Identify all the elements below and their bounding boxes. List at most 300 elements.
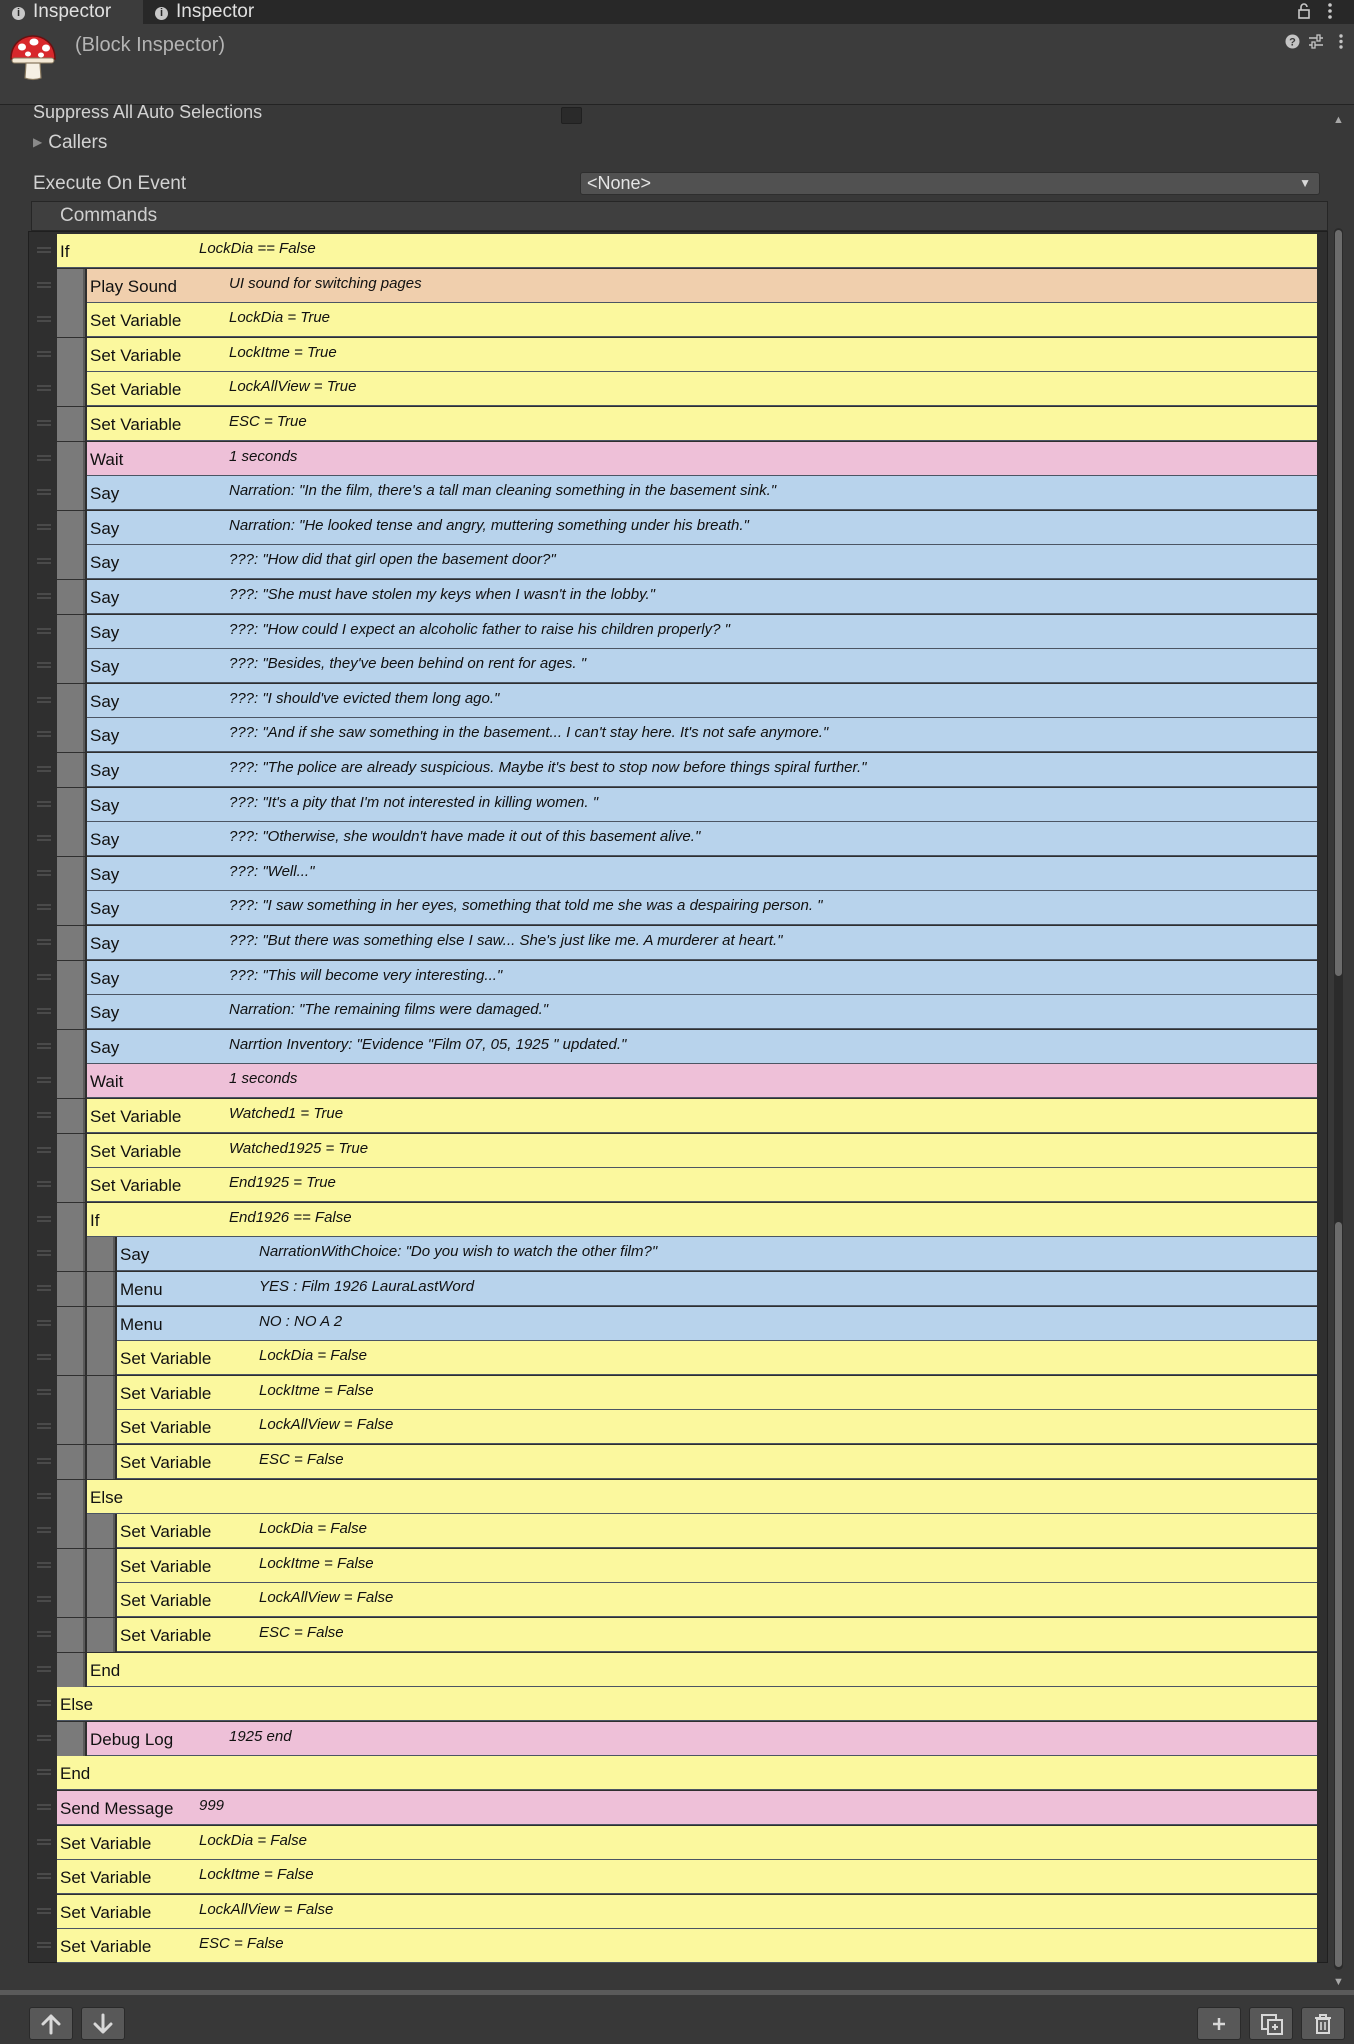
command-summary: Watched1925 = True	[229, 1139, 369, 1157]
command-block[interactable]	[117, 1307, 1317, 1341]
command-row[interactable]	[29, 1237, 1329, 1271]
command-row[interactable]	[29, 1791, 1329, 1825]
indent-bar	[87, 1549, 115, 1583]
command-row[interactable]	[29, 788, 1329, 822]
drag-handle-icon[interactable]	[37, 870, 51, 876]
command-name: Say	[90, 761, 120, 780]
command-block[interactable]	[117, 1618, 1317, 1652]
drag-handle-icon[interactable]	[37, 1769, 51, 1775]
execute-on-event-label: Execute On Event	[33, 173, 187, 194]
command-name: Menu	[120, 1280, 163, 1299]
drag-handle-icon[interactable]	[37, 731, 51, 737]
command-block[interactable]	[57, 1895, 1317, 1929]
command-row[interactable]	[29, 1307, 1329, 1341]
command-block[interactable]	[87, 1480, 1317, 1514]
info-icon: i	[12, 7, 25, 20]
command-summary: Narration: "In the film, there's a tall man cleaning something in the basement sink."	[229, 482, 777, 500]
scroll-down-arrow-icon[interactable]: ▼	[1333, 1976, 1344, 1988]
command-block[interactable]	[87, 788, 1317, 822]
callers-foldout[interactable]	[33, 132, 107, 154]
indent-bar	[57, 684, 85, 718]
command-row[interactable]	[29, 269, 1329, 303]
command-row[interactable]	[29, 1583, 1329, 1617]
command-summary: LockAllView = False	[259, 1589, 394, 1607]
drag-handle-icon[interactable]	[37, 1216, 51, 1222]
drag-handle-icon[interactable]	[37, 766, 51, 772]
indent-bar	[57, 718, 85, 752]
indent-bar	[57, 1237, 85, 1271]
drag-handle-icon[interactable]	[37, 1527, 51, 1533]
drag-handle-icon[interactable]	[37, 420, 51, 426]
command-summary: 999	[199, 1797, 225, 1814]
indent-bar	[57, 269, 85, 303]
indent-bar	[57, 1583, 85, 1617]
command-block[interactable]	[87, 891, 1317, 925]
command-row[interactable]	[29, 857, 1329, 891]
command-block[interactable]	[87, 1134, 1317, 1168]
callers-label: Callers	[48, 132, 108, 153]
command-row[interactable]	[29, 718, 1329, 752]
drag-handle-icon[interactable]	[37, 385, 51, 391]
command-row[interactable]	[29, 511, 1329, 545]
command-block[interactable]	[87, 269, 1317, 303]
command-block[interactable]	[57, 234, 1317, 268]
command-block[interactable]	[87, 407, 1317, 441]
tab-label: Inspector	[176, 1, 255, 22]
indent-bar	[57, 407, 85, 441]
drag-handle-icon[interactable]	[37, 1735, 51, 1741]
command-row[interactable]	[29, 234, 1329, 268]
tab-inspector-1[interactable]	[0, 0, 143, 24]
command-row[interactable]	[29, 1895, 1329, 1929]
indent-bar	[57, 753, 85, 787]
execute-on-event-value: <None>	[587, 173, 652, 193]
drag-handle-icon[interactable]	[37, 662, 51, 668]
command-summary: ???: "Otherwise, she wouldn't have made it out of this basement alive."	[229, 828, 701, 846]
trash-icon	[1312, 2013, 1334, 2035]
command-summary: ???: "How could I expect an alcoholic father to raise his children properly? "	[229, 620, 730, 638]
drag-handle-icon[interactable]	[37, 1839, 51, 1845]
command-block[interactable]	[87, 511, 1317, 545]
drag-handle-icon[interactable]	[37, 1354, 51, 1360]
presets-icon[interactable]	[1308, 34, 1324, 54]
command-name: Set Variable	[120, 1418, 212, 1438]
command-name: Say	[90, 1003, 120, 1023]
drag-handle-icon[interactable]	[37, 1942, 51, 1948]
indent-bar	[57, 303, 85, 337]
command-row[interactable]	[29, 1064, 1329, 1098]
command-row[interactable]	[29, 1134, 1329, 1168]
command-name: Say	[90, 795, 120, 815]
indent-bar	[57, 580, 85, 614]
command-row[interactable]	[29, 822, 1329, 856]
drag-handle-icon[interactable]	[37, 1423, 51, 1429]
command-row[interactable]	[29, 1860, 1329, 1894]
drag-handle-icon[interactable]	[37, 1285, 51, 1291]
delete-command-button[interactable]	[1301, 2007, 1345, 2040]
command-name: Set Variable	[90, 345, 182, 365]
command-block[interactable]	[87, 822, 1317, 856]
drag-handle-icon[interactable]	[37, 1147, 51, 1153]
indent-bar	[57, 1307, 85, 1341]
drag-handle-icon[interactable]	[37, 1250, 51, 1256]
command-block[interactable]	[87, 1030, 1317, 1064]
command-row[interactable]	[29, 1376, 1329, 1410]
indent-bar	[87, 1445, 115, 1479]
command-block[interactable]	[87, 580, 1317, 614]
command-block[interactable]	[87, 718, 1317, 752]
command-row[interactable]	[29, 1514, 1329, 1548]
command-row[interactable]	[29, 1826, 1329, 1860]
command-row[interactable]	[29, 615, 1329, 649]
command-name: Say	[120, 1245, 150, 1265]
indent-bar	[57, 822, 85, 856]
command-block[interactable]	[87, 442, 1317, 476]
command-name: Wait	[90, 449, 124, 469]
command-block[interactable]	[57, 1791, 1317, 1825]
mushroom-logo-icon	[8, 32, 58, 82]
indent-bar	[87, 1376, 115, 1410]
drag-handle-icon[interactable]	[37, 939, 51, 945]
arrow-up-icon	[40, 2013, 62, 2035]
command-summary: 1925 end	[229, 1727, 292, 1745]
duplicate-command-button[interactable]	[1249, 2007, 1293, 2040]
command-name: Set Variable	[60, 1937, 152, 1957]
command-name: Set Variable	[60, 1868, 152, 1888]
command-summary: ???: "Besides, they've been behind on rent for ages. "	[229, 655, 587, 673]
command-block[interactable]	[87, 1064, 1317, 1098]
indent-bar	[57, 961, 85, 995]
drag-handle-icon[interactable]	[37, 1181, 51, 1187]
command-block[interactable]	[117, 1410, 1317, 1444]
suppress-auto-selections-checkbox[interactable]	[561, 107, 582, 124]
command-block[interactable]	[87, 545, 1317, 579]
indent-bar	[87, 1514, 115, 1548]
command-summary: ???: "This will become very interesting..."	[229, 966, 503, 984]
command-row[interactable]	[29, 753, 1329, 787]
duplicate-icon	[1260, 2013, 1284, 2035]
command-row[interactable]	[29, 1341, 1329, 1375]
command-row[interactable]	[29, 995, 1329, 1029]
drag-handle-icon[interactable]	[37, 904, 51, 910]
command-name: Say	[90, 864, 120, 884]
command-summary: LockDia = False	[199, 1831, 307, 1849]
lock-icon[interactable]	[1297, 0, 1311, 24]
command-row[interactable]	[29, 1480, 1329, 1514]
command-block[interactable]	[57, 1860, 1317, 1894]
command-block[interactable]	[87, 684, 1317, 718]
drag-handle-icon[interactable]	[37, 316, 51, 322]
command-row[interactable]	[29, 1687, 1329, 1721]
drag-handle-icon[interactable]	[37, 558, 51, 564]
indent-bar	[57, 857, 85, 891]
command-summary: LockDia = False	[259, 1520, 367, 1538]
drag-handle-icon[interactable]	[37, 1008, 51, 1014]
command-name: Wait	[90, 1072, 124, 1092]
drag-handle-icon[interactable]	[37, 1631, 51, 1637]
command-summary: End1926 == False	[229, 1208, 352, 1226]
command-block[interactable]	[87, 338, 1317, 372]
indent-bar	[87, 1583, 115, 1617]
command-list	[28, 231, 1328, 1963]
command-summary: LockDia = False	[259, 1347, 367, 1365]
suppress-auto-selections-label: Suppress All Auto Selections	[33, 102, 263, 122]
drag-handle-icon[interactable]	[37, 835, 51, 841]
execute-on-event-dropdown[interactable]	[580, 172, 1320, 195]
command-summary: 1 seconds	[229, 1070, 298, 1088]
command-name: Say	[90, 484, 120, 504]
command-block[interactable]	[57, 1826, 1317, 1860]
indent-bar	[57, 1064, 85, 1098]
scroll-up-arrow-icon[interactable]: ▲	[1333, 114, 1344, 126]
command-row[interactable]	[29, 476, 1329, 510]
command-block[interactable]	[117, 1445, 1317, 1479]
command-name: Set Variable	[90, 1107, 182, 1126]
command-row[interactable]	[29, 1168, 1329, 1202]
command-block[interactable]	[117, 1376, 1317, 1410]
drag-handle-icon[interactable]	[37, 455, 51, 461]
command-row[interactable]	[29, 891, 1329, 925]
more-menu-icon[interactable]	[1338, 34, 1344, 54]
command-row[interactable]	[29, 1929, 1329, 1963]
inner-scrollbar-thumb[interactable]	[1335, 1222, 1342, 1967]
command-row[interactable]	[29, 1272, 1329, 1306]
command-row[interactable]	[29, 1030, 1329, 1064]
command-summary: ???: "How did that girl open the basement door?"	[229, 551, 556, 569]
command-summary: 1 seconds	[229, 447, 298, 465]
add-command-button[interactable]	[1197, 2007, 1241, 2040]
drag-handle-icon[interactable]	[37, 1596, 51, 1602]
command-row[interactable]	[29, 649, 1329, 683]
command-block[interactable]	[117, 1237, 1317, 1271]
command-row[interactable]	[29, 1618, 1329, 1652]
command-row[interactable]	[29, 303, 1329, 337]
indent-bar	[87, 1410, 115, 1444]
move-up-button[interactable]	[29, 2007, 73, 2040]
command-name: Set Variable	[90, 415, 182, 434]
command-block[interactable]	[87, 1653, 1317, 1687]
drag-handle-icon[interactable]	[37, 1700, 51, 1706]
indent-bar	[57, 1203, 85, 1237]
drag-handle-icon[interactable]	[37, 1666, 51, 1672]
command-block[interactable]	[117, 1514, 1317, 1548]
command-row[interactable]	[29, 1445, 1329, 1479]
command-summary: ???: "She must have stolen my keys when I wasn't in the lobby."	[229, 586, 655, 603]
command-block[interactable]	[57, 1756, 1317, 1790]
command-block[interactable]	[87, 995, 1317, 1029]
tab-bar	[0, 0, 1354, 24]
command-name: Play Sound	[90, 276, 177, 296]
indent-bar	[57, 1480, 85, 1514]
command-name: Set Variable	[90, 311, 182, 331]
command-block[interactable]	[87, 303, 1317, 337]
command-block[interactable]	[87, 1722, 1317, 1756]
command-name: Say	[90, 968, 120, 988]
info-icon: i	[155, 7, 168, 20]
drag-handle-icon[interactable]	[37, 1043, 51, 1049]
drag-handle-icon[interactable]	[37, 247, 51, 253]
drag-handle-icon[interactable]	[37, 351, 51, 357]
command-name: Set Variable	[120, 1591, 212, 1611]
command-row[interactable]	[29, 1410, 1329, 1444]
command-name: Set Variable	[90, 380, 182, 400]
command-summary: Narration: "The remaining films were damaged."	[229, 1001, 549, 1019]
help-icon[interactable]	[1285, 34, 1300, 54]
command-block[interactable]	[117, 1272, 1317, 1306]
command-row[interactable]	[29, 961, 1329, 995]
indent-bar	[57, 1410, 85, 1444]
command-summary: YES : Film 1926 LauraLastWord	[259, 1278, 475, 1295]
drag-handle-icon[interactable]	[37, 593, 51, 599]
command-name: Else	[60, 1695, 94, 1715]
indent-bar	[57, 1653, 85, 1687]
command-block[interactable]	[87, 857, 1317, 891]
command-block[interactable]	[87, 961, 1317, 995]
command-name: If	[60, 242, 70, 261]
indent-bar	[87, 1618, 115, 1652]
command-name: Set Variable	[120, 1522, 212, 1542]
command-name: Set Variable	[120, 1383, 212, 1403]
command-block[interactable]	[57, 1929, 1317, 1963]
drag-handle-icon[interactable]	[37, 1562, 51, 1568]
command-name: End	[60, 1764, 91, 1784]
tab-label: Inspector	[33, 1, 112, 22]
command-row[interactable]	[29, 372, 1329, 406]
drag-handle-icon[interactable]	[37, 1077, 51, 1083]
command-summary: LockItme = True	[229, 343, 337, 361]
command-summary: ???: "The police are already suspicious. Maybe it's best to stop now before things spiral further."	[229, 759, 867, 776]
command-name: Say	[90, 553, 120, 573]
command-row[interactable]	[29, 545, 1329, 579]
command-block[interactable]	[57, 1687, 1317, 1721]
command-name: Say	[90, 899, 120, 919]
command-block[interactable]	[87, 926, 1317, 960]
drag-handle-icon[interactable]	[37, 1112, 51, 1118]
drag-handle-icon[interactable]	[37, 524, 51, 530]
commands-header	[31, 201, 1328, 231]
block-inspector-title: (Block Inspector)	[75, 34, 226, 56]
drag-handle-icon[interactable]	[37, 1873, 51, 1879]
command-row[interactable]	[29, 1549, 1329, 1583]
svg-text:?: ?	[1289, 36, 1296, 49]
command-row[interactable]	[29, 338, 1329, 372]
command-row[interactable]	[29, 1203, 1329, 1237]
command-row[interactable]	[29, 926, 1329, 960]
command-name: Say	[90, 588, 120, 607]
command-row[interactable]	[29, 407, 1329, 441]
drag-handle-icon[interactable]	[37, 1389, 51, 1395]
command-summary: LockItme = False	[259, 1554, 374, 1572]
drag-handle-icon[interactable]	[37, 1458, 51, 1464]
command-toolbar	[0, 1995, 1354, 2044]
command-summary: ???: "I should've evicted them long ago."	[229, 689, 500, 707]
drag-handle-icon[interactable]	[37, 1908, 51, 1914]
command-block[interactable]	[87, 1168, 1317, 1202]
drag-handle-icon[interactable]	[37, 974, 51, 980]
command-row[interactable]	[29, 442, 1329, 476]
command-block[interactable]	[87, 649, 1317, 683]
indent-bar	[57, 545, 85, 579]
foldout-arrow-icon: ▶	[33, 135, 43, 149]
kebab-menu-icon[interactable]	[1327, 0, 1333, 24]
indent-bar	[57, 1445, 85, 1479]
indent-bar	[57, 1514, 85, 1548]
command-name: Say	[90, 934, 120, 953]
command-name: Set Variable	[120, 1626, 212, 1645]
command-block[interactable]	[117, 1549, 1317, 1583]
indent-bar	[57, 1099, 85, 1133]
command-summary: LockAllView = False	[259, 1416, 394, 1434]
command-name: Send Message	[60, 1799, 174, 1818]
command-row[interactable]	[29, 1653, 1329, 1687]
command-name: Say	[90, 691, 120, 711]
command-row[interactable]	[29, 580, 1329, 614]
indent-bar	[87, 1272, 115, 1306]
drag-handle-icon[interactable]	[37, 489, 51, 495]
command-row[interactable]	[29, 684, 1329, 718]
command-name: Debug Log	[90, 1729, 174, 1749]
dropdown-arrow-icon: ▼	[1299, 176, 1311, 190]
indent-bar	[57, 442, 85, 476]
command-name: Say	[90, 622, 120, 642]
command-block[interactable]	[87, 476, 1317, 510]
command-block[interactable]	[87, 1099, 1317, 1133]
command-summary: ESC = False	[259, 1451, 344, 1468]
command-summary: ???: "But there was something else I saw... She's just like me. A murderer at heart."	[229, 932, 783, 949]
indent-bar	[57, 891, 85, 925]
move-down-button[interactable]	[81, 2007, 125, 2040]
command-block[interactable]	[117, 1583, 1317, 1617]
command-summary: ???: "Well..."	[229, 862, 315, 880]
command-summary: ESC = False	[259, 1624, 344, 1641]
commands-label: Commands	[60, 205, 158, 226]
command-name: Set Variable	[90, 1176, 182, 1196]
command-summary: NarrationWithChoice: "Do you wish to watch the other film?"	[259, 1243, 658, 1261]
indent-bar	[57, 1618, 85, 1652]
drag-handle-icon[interactable]	[37, 282, 51, 288]
indent-bar	[57, 1030, 85, 1064]
command-row[interactable]	[29, 1722, 1329, 1756]
drag-handle-icon[interactable]	[37, 1804, 51, 1810]
command-name: Menu	[120, 1314, 163, 1334]
command-block[interactable]	[87, 1203, 1317, 1237]
command-block[interactable]	[87, 615, 1317, 649]
command-row[interactable]	[29, 1099, 1329, 1133]
drag-handle-icon[interactable]	[37, 1493, 51, 1499]
indent-bar	[57, 372, 85, 406]
command-summary: UI sound for switching pages	[229, 274, 422, 292]
indent-bar	[57, 1134, 85, 1168]
scrollbar-thumb[interactable]	[1335, 230, 1342, 976]
command-name: Say	[90, 657, 120, 677]
drag-handle-icon[interactable]	[37, 801, 51, 807]
command-summary: ESC = False	[199, 1935, 284, 1953]
command-name: Say	[90, 726, 120, 746]
command-row[interactable]	[29, 1756, 1329, 1790]
command-summary: Narrtion Inventory: "Evidence "Film 07, 05, 1925 " updated."	[229, 1035, 627, 1053]
drag-handle-icon[interactable]	[37, 697, 51, 703]
tab-inspector-2[interactable]	[143, 0, 293, 24]
drag-handle-icon[interactable]	[37, 1320, 51, 1326]
indent-bar	[57, 511, 85, 545]
indent-bar	[57, 1272, 85, 1306]
indent-bar	[87, 1237, 115, 1271]
command-block[interactable]	[87, 372, 1317, 406]
drag-handle-icon[interactable]	[37, 628, 51, 634]
command-summary: ???: "I saw something in her eyes, something that told me she was a despairing person. "	[229, 897, 823, 915]
command-block[interactable]	[117, 1341, 1317, 1375]
command-block[interactable]	[87, 753, 1317, 787]
